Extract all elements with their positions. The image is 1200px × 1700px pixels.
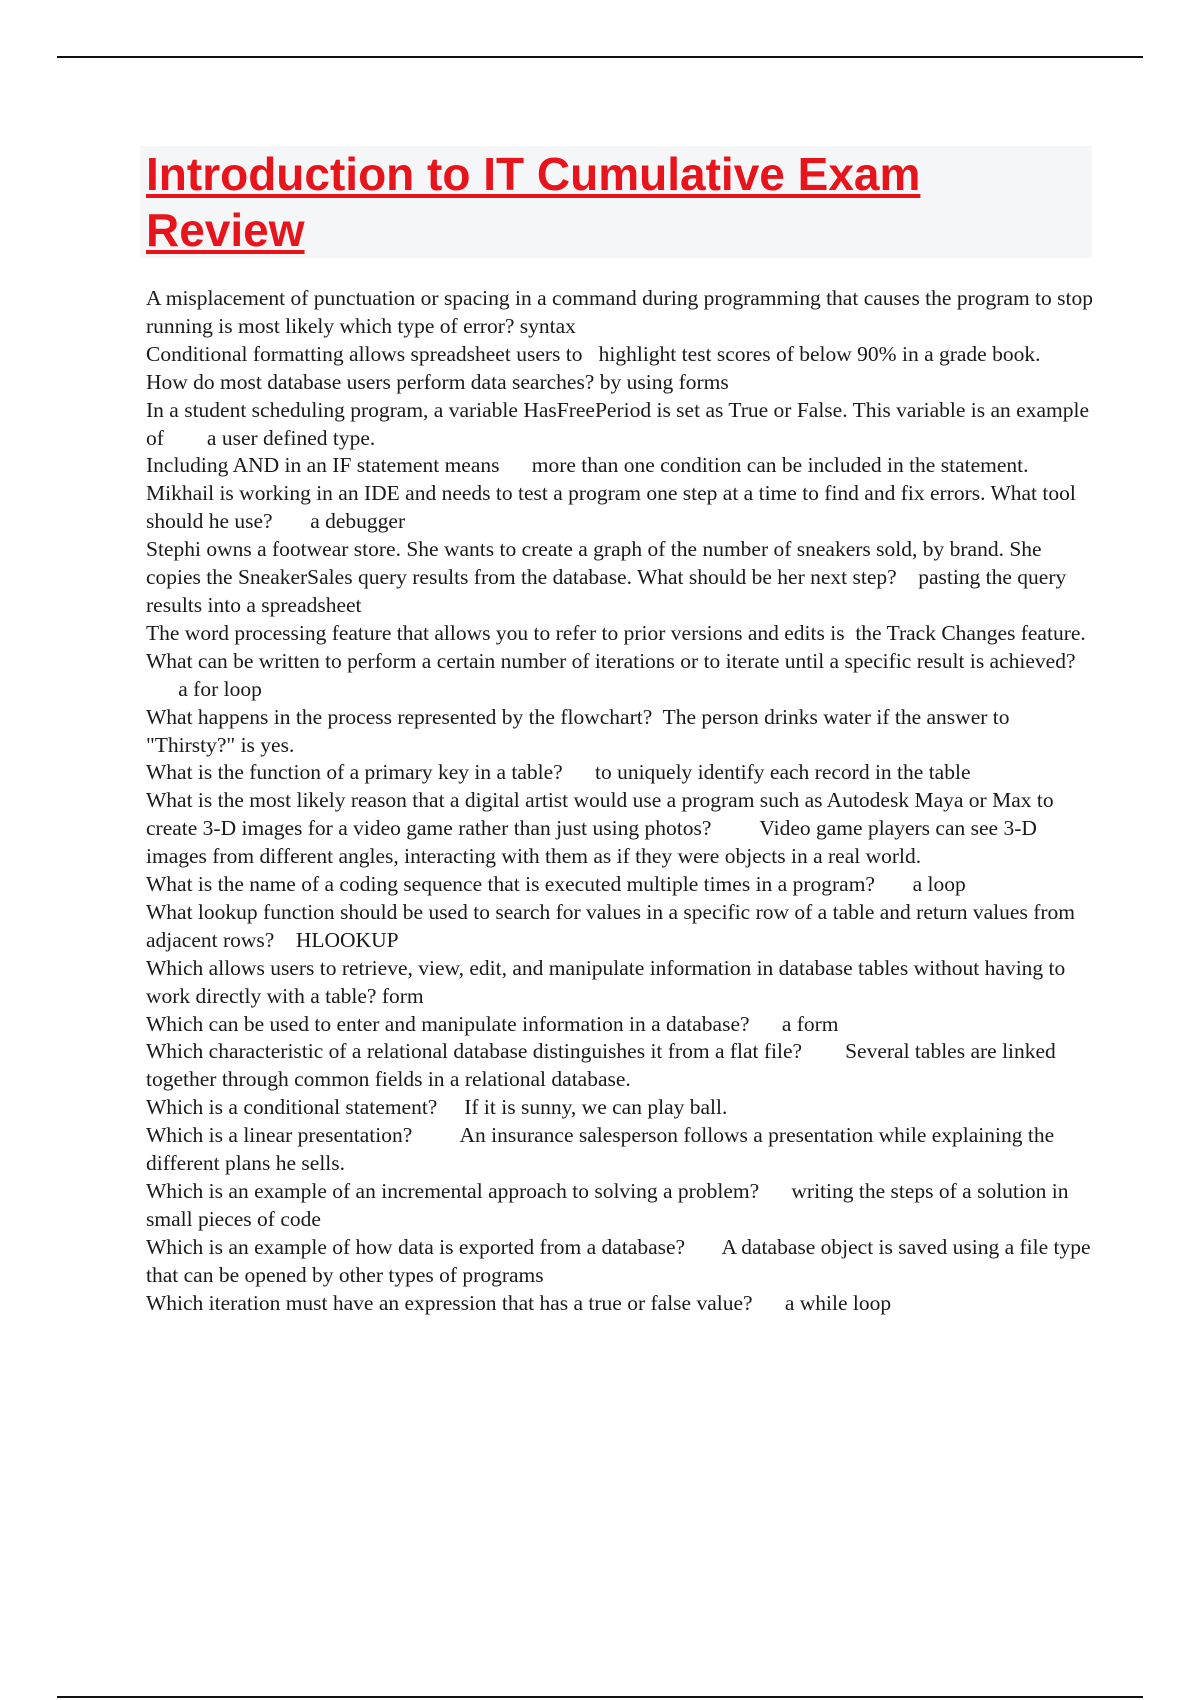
question-text: What is the name of a coding sequence that is executed multiple times in a program? [146,872,875,897]
question-text: How do most database users perform data searches? [146,369,595,394]
qa-item [146,452,1098,480]
question-text: Stephi owns a footwear store. She wants to create a graph of the number of sneakers sold, by brand. She copies the SneakerSales query results from the database. What should be her next step? [146,537,1042,590]
qa-item [146,1094,1098,1122]
answer-text: pasting the query results into a spreadsheet [146,565,1067,617]
qa-list [146,285,1098,1318]
question-text: Which allows users to retrieve, view, edit, and manipulate information in database tables without having to work directly with a table? [146,955,1066,1008]
answer-text: Several tables are linked together through common fields in a relational database. [146,1039,1056,1092]
qa-item [146,1011,1098,1039]
qa-item [146,620,1098,648]
bottom-rule [57,1696,1143,1698]
answer-text: syntax [519,313,576,338]
qa-item [146,899,1098,955]
question-text: What can be written to perform a certain number of iterations or to iterate until a specific result is achieved? [146,648,1076,673]
question-text: What is the most likely reason that a digital artist would use a program such as Autodesk Maya or Max to create 3-D images for a video game rather than just using photos? [146,788,1054,841]
question-text: In a student scheduling program, a variable HasFreePeriod is set as True or False. This variable is an example of [146,397,1089,450]
qa-item [146,341,1098,369]
question-text: What is the function of a primary key in a table? [146,760,563,785]
answer-text: highlight test scores of below 90% in a grade book. [598,341,1041,366]
question-text: Which is a linear presentation? [146,1123,413,1148]
qa-item [146,871,1098,899]
qa-item [146,787,1098,871]
qa-item [146,536,1098,620]
answer-text: a for loop [178,676,262,701]
question-text: What happens in the process represented by the flowchart? [146,704,653,729]
qa-item [146,480,1098,536]
question-text: Which iteration must have an expression that has a true or false value? [146,1290,753,1315]
answer-text: by using forms [599,369,729,394]
qa-item [146,1178,1098,1234]
question-text: Which characteristic of a relational database distinguishes it from a flat file? [146,1039,803,1064]
question-text: A misplacement of punctuation or spacing in a command during programming that causes the program to stop running is most likely which type of error? [146,286,1093,338]
answer-text: If it is sunny, we can play ball. [464,1095,728,1120]
answer-text: Video game players can see 3-D images from different angles, interacting with them as if they were objects in a real world. [146,816,1037,869]
qa-item [146,1234,1098,1290]
question-text: The word processing feature that allows you to refer to prior versions and edits is [146,620,845,645]
qa-item [146,704,1098,760]
qa-item [146,1038,1098,1094]
qa-item [146,369,1098,397]
answer-text: An insurance salesperson follows a presentation while explaining the different plans he sells. [146,1123,1055,1176]
answer-text: a debugger [310,509,406,534]
answer-text: The person drinks water if the answer to "Thirsty?" is yes. [146,704,1010,757]
question-text: Conditional formatting allows spreadsheet users to [146,341,583,366]
answer-text: HLOOKUP [295,927,399,952]
question-text: What lookup function should be used to search for values in a specific row of a table and return values from adjacent rows? [146,899,1075,952]
answer-text: writing the steps of a solution in small pieces of code [146,1179,1069,1231]
qa-item [146,285,1098,341]
qa-item [146,1290,1098,1318]
answer-text: form [381,983,424,1008]
answer-text: a while loop [784,1290,892,1315]
qa-item [146,397,1098,453]
question-text: Which is an example of how data is exported from a database? [146,1234,686,1259]
qa-item [146,759,1098,787]
answer-text: the Track Changes feature. [855,620,1086,645]
qa-item [146,648,1098,704]
question-text: Which is an example of an incremental approach to solving a problem? [146,1179,760,1203]
question-text: Which can be used to enter and manipulate information in a database? [146,1011,750,1036]
answer-text: A database object is saved using a file type that can be opened by other types of programs [146,1234,1091,1287]
answer-text: more than one condition can be included in the statement. [531,453,1029,478]
question-text: Which is a conditional statement? [146,1095,438,1120]
question-text: Including AND in an IF statement means [146,453,500,478]
qa-item [146,1122,1098,1178]
answer-text: a user defined type. [206,425,376,450]
question-text: Mikhail is working in an IDE and needs to test a program one step at a time to find and fix errors. What tool should he use? [146,481,1076,534]
answer-text: a form [781,1011,839,1036]
answer-text: to uniquely identify each record in the table [594,760,971,785]
answer-text: a loop [912,872,966,897]
qa-item [146,955,1098,1011]
top-rule [57,56,1143,58]
document-title: Introduction to IT Cumulative Exam Review [146,148,921,256]
